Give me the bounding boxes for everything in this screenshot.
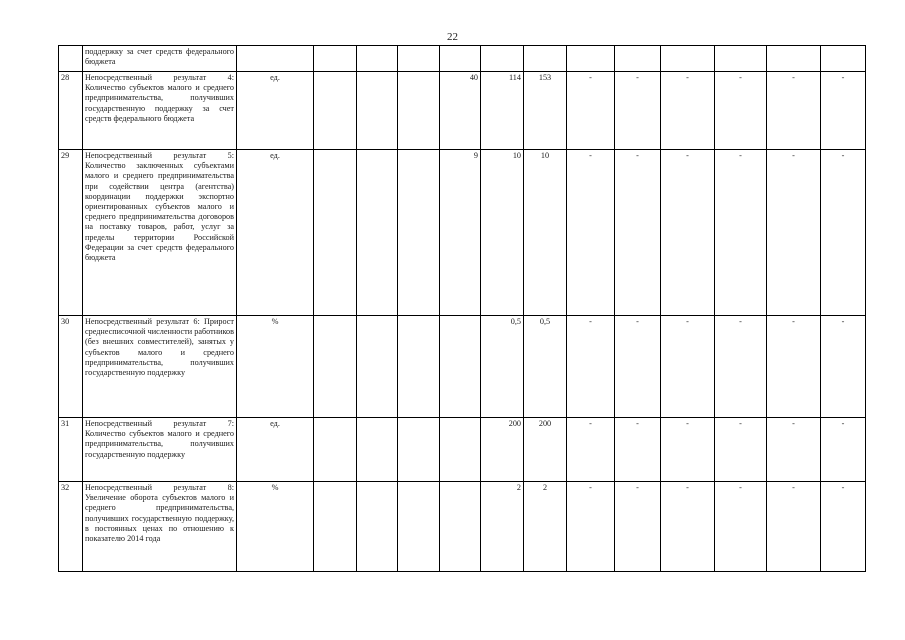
table-row (59, 150, 866, 316)
row-number: 29 (59, 150, 83, 316)
value-cell: - (767, 316, 821, 418)
value-cell: - (715, 418, 767, 482)
value-cell: - (767, 482, 821, 572)
value-cell (661, 46, 715, 72)
table-row (59, 46, 866, 72)
value-cell (440, 418, 481, 482)
value-cell: 114 (481, 72, 524, 150)
value-cell: - (715, 72, 767, 150)
value-cell: - (615, 418, 661, 482)
value-cell: - (715, 150, 767, 316)
indicator-name: Непосредственный результат 7: Количество субъектов малого и среднего предпринимательства, получивших государственную поддержку (83, 418, 237, 482)
value-cell: - (661, 418, 715, 482)
row-number: 31 (59, 418, 83, 482)
value-cell (357, 150, 398, 316)
value-cell: 2 (481, 482, 524, 572)
table-row (59, 316, 866, 418)
table-row (59, 418, 866, 482)
value-cell: - (661, 150, 715, 316)
value-cell (357, 316, 398, 418)
indicator-name: Непосредственный результат 6: Прирост среднесписочной численности работников (без внешних совместителей), занятых у субъектов малого и среднего предпринимательства, получивших государственную поддержку (83, 316, 237, 418)
value-cell: - (615, 482, 661, 572)
value-cell (314, 150, 357, 316)
value-cell: - (767, 72, 821, 150)
value-cell (398, 482, 440, 572)
value-cell: - (661, 72, 715, 150)
value-cell: 200 (524, 418, 567, 482)
value-cell: - (821, 150, 866, 316)
value-cell: - (715, 316, 767, 418)
value-cell (615, 46, 661, 72)
value-cell (314, 72, 357, 150)
value-cell (440, 316, 481, 418)
indicator-name: Непосредственный результат 8: Увеличение оборота субъектов малого и среднего предпринимательства, получивших государственную поддержку, в постоянных ценах по отношению к показателю 2014 года (83, 482, 237, 572)
value-cell (357, 46, 398, 72)
value-cell (440, 482, 481, 572)
value-cell (440, 46, 481, 72)
value-cell: - (567, 72, 615, 150)
indicator-name: поддержку за счет средств федерального бюджета (83, 46, 237, 72)
value-cell (398, 316, 440, 418)
indicators-table (58, 45, 866, 572)
value-cell: 0,5 (481, 316, 524, 418)
value-cell: - (661, 482, 715, 572)
page-number: 22 (447, 31, 458, 43)
value-cell: 10 (524, 150, 567, 316)
value-cell (314, 482, 357, 572)
value-cell (398, 72, 440, 150)
value-cell (357, 482, 398, 572)
unit-cell: ед. (237, 150, 314, 316)
indicator-name: Непосредственный результат 4: Количество субъектов малого и среднего предпринимательства, получивших государственную поддержку за счет средств федерального бюджета (83, 72, 237, 150)
unit-cell: ед. (237, 418, 314, 482)
unit-cell: % (237, 482, 314, 572)
value-cell (357, 72, 398, 150)
value-cell: - (661, 316, 715, 418)
value-cell (314, 46, 357, 72)
value-cell (398, 150, 440, 316)
value-cell (481, 46, 524, 72)
value-cell: - (715, 482, 767, 572)
value-cell (767, 46, 821, 72)
value-cell: - (615, 72, 661, 150)
value-cell: - (767, 150, 821, 316)
value-cell (567, 46, 615, 72)
value-cell (524, 46, 567, 72)
value-cell: 153 (524, 72, 567, 150)
value-cell: - (615, 316, 661, 418)
value-cell: - (821, 482, 866, 572)
value-cell: - (567, 316, 615, 418)
value-cell: - (821, 316, 866, 418)
unit-cell: % (237, 316, 314, 418)
value-cell (821, 46, 866, 72)
value-cell: 2 (524, 482, 567, 572)
table-row (59, 72, 866, 150)
value-cell: - (767, 418, 821, 482)
unit-cell (237, 46, 314, 72)
value-cell: - (821, 418, 866, 482)
value-cell (357, 418, 398, 482)
value-cell: - (567, 150, 615, 316)
value-cell (398, 418, 440, 482)
table-row (59, 482, 866, 572)
value-cell (398, 46, 440, 72)
value-cell (715, 46, 767, 72)
row-number (59, 46, 83, 72)
row-number: 30 (59, 316, 83, 418)
value-cell: - (821, 72, 866, 150)
value-cell (314, 418, 357, 482)
value-cell: - (567, 482, 615, 572)
row-number: 28 (59, 72, 83, 150)
indicator-name: Непосредственный результат 5: Количество заключенных субъектами малого и среднего предпринимательства при содействии центра (агентства) координации поддержки экспортно ориентированных субъектов малого и среднего предпринимательства договоров на поставку товаров, работ, услуг за пределы территории Российской Федерации за счет средств федерального бюджета (83, 150, 237, 316)
value-cell: - (567, 418, 615, 482)
value-cell: 0,5 (524, 316, 567, 418)
unit-cell: ед. (237, 72, 314, 150)
value-cell: 200 (481, 418, 524, 482)
value-cell: 40 (440, 72, 481, 150)
row-number: 32 (59, 482, 83, 572)
value-cell (314, 316, 357, 418)
value-cell: - (615, 150, 661, 316)
value-cell: 9 (440, 150, 481, 316)
value-cell: 10 (481, 150, 524, 316)
